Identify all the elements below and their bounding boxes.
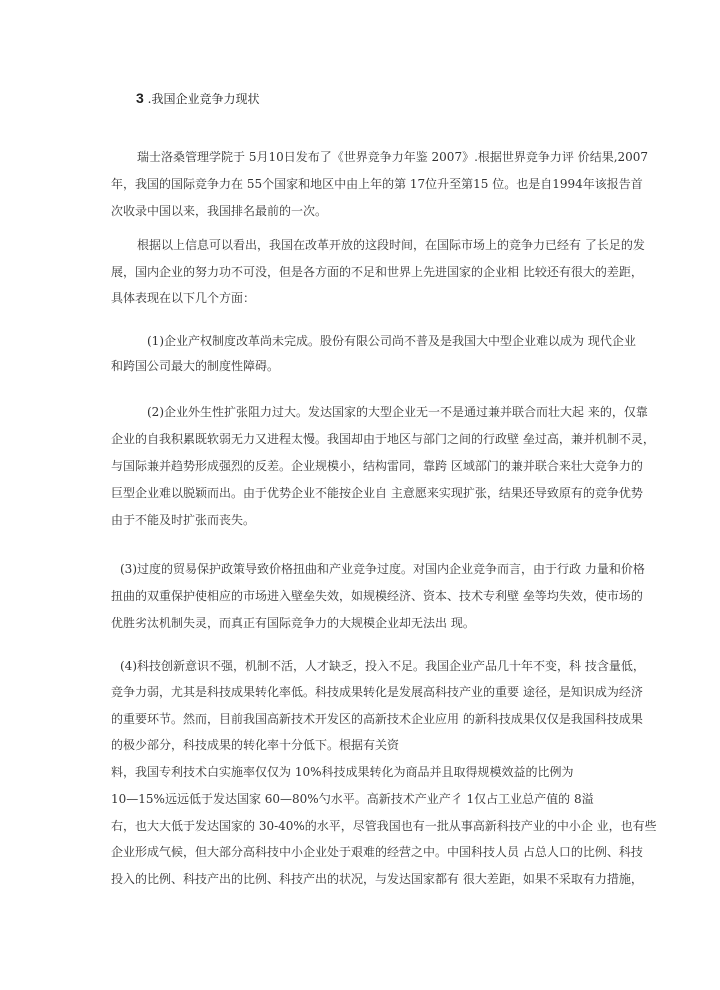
- text-line: 具体表现在以下几个方面：: [111, 291, 256, 305]
- text-line: 的重要环节。然而，目前我国高新技术开发区的高新技术企业应用 的新科技成果仅仅是我国科技成果: [111, 712, 643, 726]
- text-line: 竞争力弱，尤其是科技成果转化率低。科技成果转化是发展高科技产业的重要 途径，是知识成为经济: [111, 685, 643, 699]
- section-title: .我国企业竞争力现状: [147, 92, 260, 106]
- text-line: 10—15%远远低于发达国家 60—80%勺水平。高新技术产业产彳 1仅占工业总产值的 8溢: [111, 792, 594, 806]
- text-line: 料，我国专利技术白实施率仅仅为 10%科技成果转化为商品并且取得规模效益的比例为: [111, 765, 574, 779]
- text-line: 的极少部分，科技成果的转化率十分低下。根据有关资: [111, 738, 400, 752]
- text-line: 投入的比例、科技产出的比例、科技产出的状况，与发达国家都有 很大差距，如果不采取有力措施，: [111, 872, 643, 886]
- section-heading: [136, 90, 259, 107]
- text-line: 右，也大大低于发达国家的 30-40%的水平，尽管我国也有一批从事高新科技产业的中小企 业，也有些: [111, 819, 657, 833]
- text-line: 扭曲的双重保护使相应的市场进入壁垒失效，如规模经济、资本、技术专利壁 垒等均失效，使市场的: [111, 589, 643, 603]
- text-line: 年，我国的国际竞争力在 55个国家和地区中由上年的第 17位升至第15 位。也是自1994年该报告首: [111, 177, 643, 191]
- text-line: 展，国内企业的努力功不可没，但是各方面的不足和世界上先进国家的企业相 比较还有很大的差距，: [111, 265, 643, 279]
- text-line: (2)企业外生性扩张阻力过大。发达国家的大型企业无一不是通过兼并联合而壮大起 来的，仅靠: [147, 405, 648, 419]
- section-number: 3: [136, 90, 144, 106]
- text-line: (3)过度的贸易保护政策导致价格扭曲和产业竞争过度。对国内企业竞争而言，由于行政 力量和价格: [120, 562, 645, 576]
- text-line: 由于不能及时扩张而丧失。: [111, 513, 256, 527]
- text-line: 企业形成气候，但大部分高科技中小企业处于艰难的经营之中。中国科技人员 占总人口的比例、科技: [111, 845, 643, 859]
- text-line: 和跨国公司最大的制度性障碍。: [111, 359, 280, 373]
- text-line: (4)科技创新意识不强，机制不活，人才缺乏，投入不足。我国企业产品几十年不变，科 技含量低，: [120, 659, 645, 673]
- text-line: 次收录中国以来，我国排名最前的一次。: [111, 204, 328, 218]
- text-line: 瑞士洛桑管理学院于 5月10日发布了《世界竞争力年鉴 2007》.根据世界竞争力评 价结果,2007: [137, 150, 649, 164]
- text-line: (1)企业产权制度改革尚未完成。股份有限公司尚不普及是我国大中型企业难以成为 现代企业: [147, 334, 636, 348]
- text-line: 根据以上信息可以看出，我国在改革开放的这段时间，在国际市场上的竞争力已经有 了长足的发: [137, 238, 645, 252]
- text-line: 企业的自我积累既软弱无力又进程太慢。我国却由于地区与部门之间的行政壁 垒过高，兼并机制不灵，: [111, 432, 655, 446]
- text-line: 巨型企业难以脱颖而出。由于优势企业不能按企业自 主意愿来实现扩张，结果还导致原有的竞争优势: [111, 486, 643, 500]
- text-line: 优胜劣汰机制失灵，而真正有国际竞争力的大规模企业却无法出 现。: [111, 616, 475, 630]
- text-line: 与国际兼并趋势形成强烈的反差。企业规模小，结构雷同，靠跨 区域部门的兼并联合来壮大竞争力的: [111, 459, 643, 473]
